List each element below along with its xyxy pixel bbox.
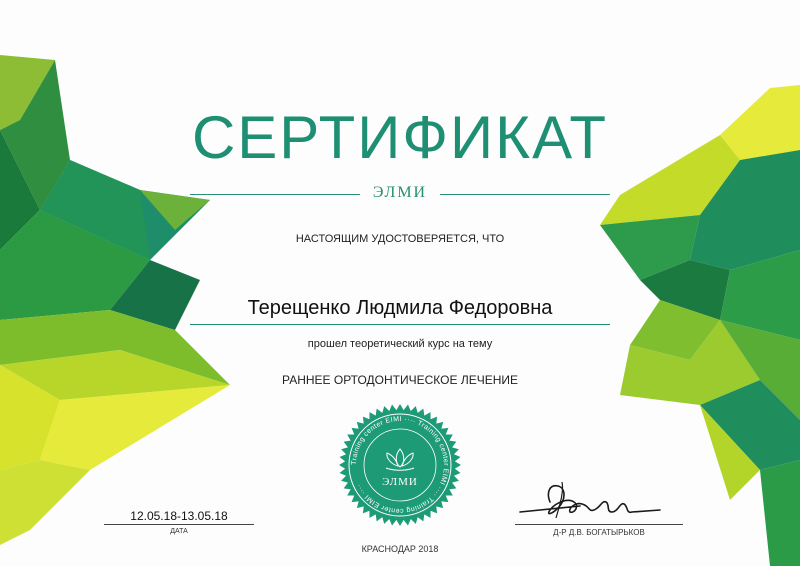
course-intro-text: прошел теоретический курс на тему <box>307 338 493 350</box>
seal-ring-text: Training center EIMI ···· Training center EIMI ···· Training center EIMI ···· <box>350 415 450 515</box>
date-underline <box>104 524 254 525</box>
certificate-title: СЕРТИФИКАТ <box>191 104 609 171</box>
course-dates: 12.05.18-13.05.18 <box>130 509 228 523</box>
seal-stamp <box>338 403 462 527</box>
recipient-name: Терещенко Людмила Федоровна <box>247 297 553 319</box>
signature-image <box>510 472 670 528</box>
signer-name: Д-Р Д.В. БОГАТЫРЬКОВ <box>553 528 645 537</box>
seal-center-text: ЭЛМИ <box>382 476 418 488</box>
signature-underline <box>515 524 683 525</box>
course-title: РАННЕЕ ОРТОДОНТИЧЕСКОЕ ЛЕЧЕНИЕ <box>282 373 518 387</box>
org-name: ЭЛМИ <box>372 184 428 201</box>
intro-text: НАСТОЯЩИМ УДОСТОВЕРЯЕТСЯ, ЧТО <box>295 233 505 245</box>
city-year: КРАСНОДАР 2018 <box>361 544 439 554</box>
recipient-underline <box>190 324 610 325</box>
date-label: ДАТА <box>170 528 188 535</box>
